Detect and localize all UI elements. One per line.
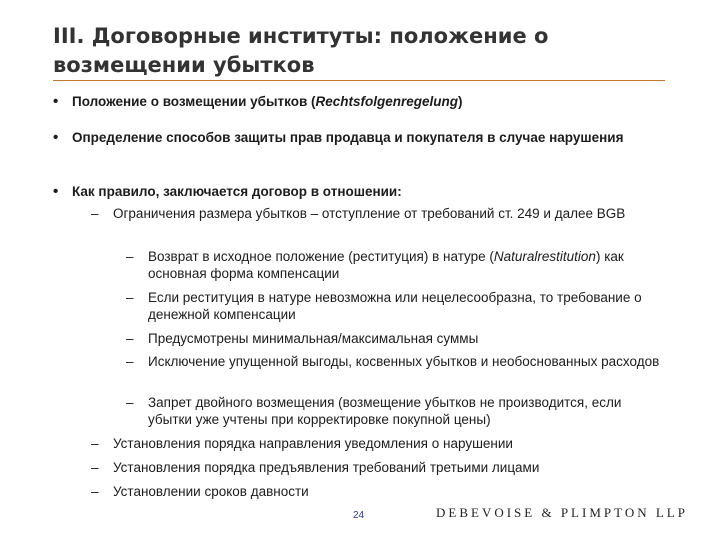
firm-logo: DEBEVOISE & PLIMPTON LLP: [436, 505, 688, 520]
sub-item: [91, 435, 663, 452]
subsub-item: [126, 353, 668, 370]
dash-marker: –: [91, 484, 99, 499]
subsub-text: Запрет двойного возмещения (возмещение убытков не производится, если убытки уже учтены при корректировке покупной цены): [148, 395, 622, 427]
sub-text: Ограничения размера убытков – отступление от требований ст. 249 и далее BGB: [113, 206, 626, 221]
bullet-item: [53, 129, 632, 146]
bullet-text: Как правило, заключается договор в отношении:: [72, 184, 402, 199]
sub-text: Установления порядка предъявления требований третьими лицами: [113, 460, 540, 475]
sub-item: [91, 483, 663, 500]
subsub-text: Предусмотрены минимальная/максимальная суммы: [148, 331, 479, 346]
dash-marker: –: [126, 395, 134, 410]
bullet-text: Положение о возмещении убытков (: [72, 94, 316, 109]
dash-marker: –: [126, 290, 134, 305]
bullet-text: Определение способов защиты прав продавца и покупателя в случае нарушения: [72, 130, 624, 145]
bullet-item: [53, 183, 632, 200]
bullet-text-tail: ): [458, 94, 463, 109]
bullet-item: [53, 93, 672, 110]
bullet-marker: •: [53, 93, 59, 110]
slide-title: III. Договорные институты: положение о возмещении убытков: [53, 24, 549, 77]
subsub-italic-term: Naturalrestitution: [493, 249, 596, 264]
sub-item: [91, 205, 663, 222]
sub-text: Установления порядка направления уведомления о нарушении: [113, 436, 513, 451]
subsub-item: [126, 248, 668, 282]
title-divider: [53, 80, 665, 81]
subsub-text: Исключение упущенной выгоды, косвенных убытков и необоснованных расходов: [148, 354, 660, 369]
dash-marker: –: [126, 249, 134, 264]
bullet-marker: •: [53, 129, 59, 146]
dash-marker: –: [91, 436, 99, 451]
dash-marker: –: [126, 354, 134, 369]
subsub-text: Если реституция в натуре невозможна или нецелесообразна, то требование о денежной компенсации: [148, 290, 642, 322]
bullet-italic-term: Rechtsfolgenregelung: [315, 94, 459, 109]
sub-text: Установлении сроков давности: [113, 484, 309, 499]
sub-item: [91, 459, 663, 476]
subsub-text-tail: ) как основная форма компенсации: [148, 249, 624, 281]
subsub-item: [126, 289, 668, 323]
page-number: 24: [353, 510, 365, 521]
subsub-text: Возврат в исходное положение (реституция) в натуре (: [148, 249, 494, 264]
subsub-item: [126, 330, 668, 347]
bullet-marker: •: [53, 183, 59, 200]
dash-marker: –: [91, 206, 99, 221]
dash-marker: –: [126, 331, 134, 346]
subsub-item: [126, 394, 668, 428]
dash-marker: –: [91, 460, 99, 475]
